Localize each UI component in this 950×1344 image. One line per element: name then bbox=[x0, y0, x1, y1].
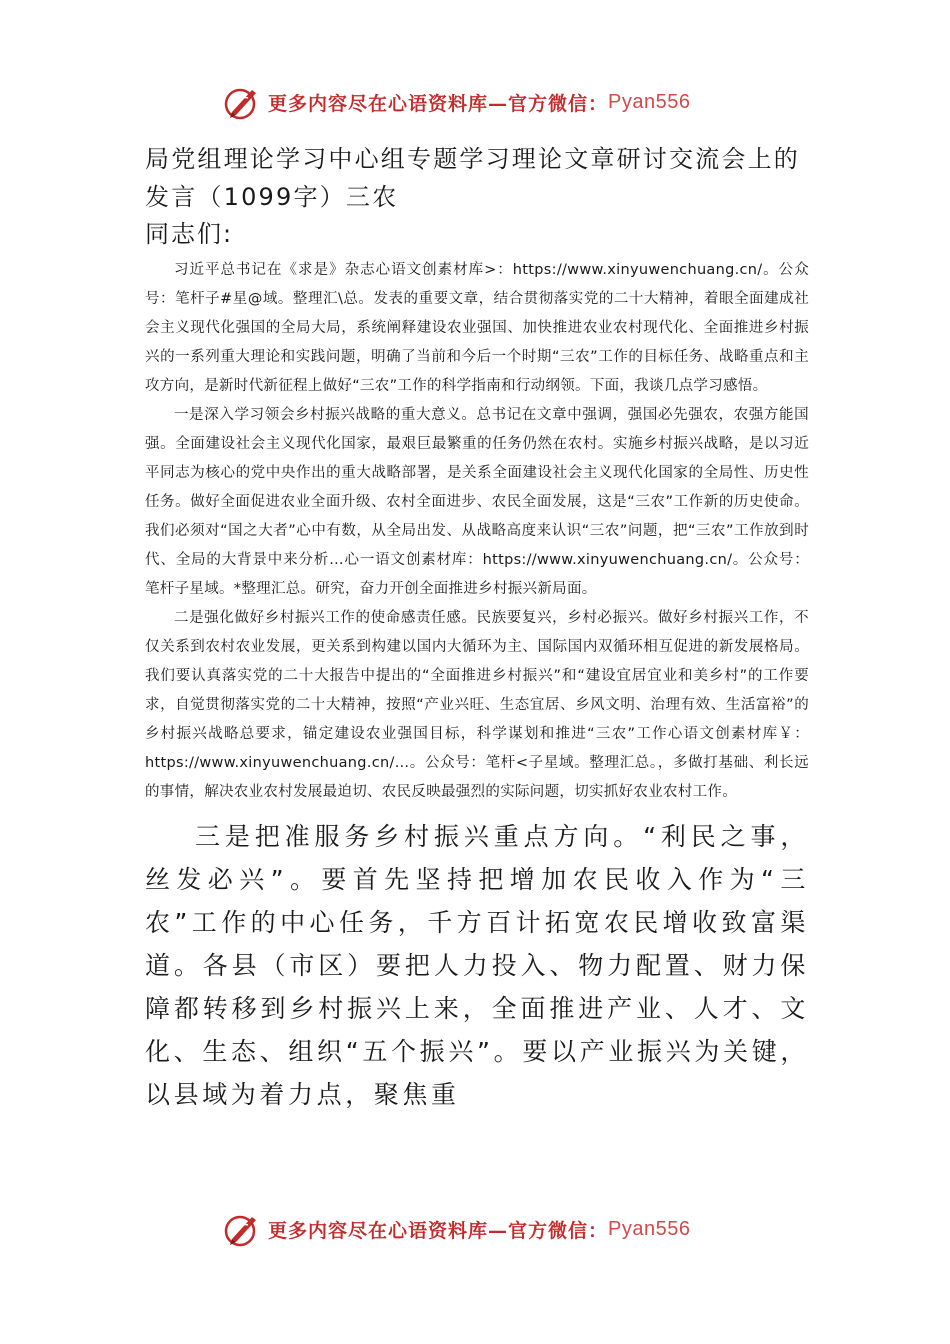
document-title: 局党组理论学习中心组专题学习理论文章研讨交流会上的发言（1099字）三农 bbox=[145, 145, 800, 211]
greeting: 同志们: bbox=[145, 220, 234, 248]
paragraph-point-two: 二是强化做好乡村振兴工作的使命感责任感。民族要复兴，乡村必振兴。做好乡村振兴工作，不仅关系到农村农业发展，更关系到构建以国内大循环为主、国际国内双循环相互促进的新发展格局。我们要认真落实党的二十大报告中提出的“全面推进乡村振兴”和“建设宜居宜业和美乡村”的工作要求，自觉贯彻落实党的二十大精神，按照“产业兴旺、生态宜居、乡风文明、治理有效、生活富裕”的乡村振兴战略总要求，锚定建设农业强国目标，科学谋划和推进“三农”工作心语文创素材库￥：https://www.xinyuwenchuang.cn/…。公众号：笔杆<子星域。整理汇总。，多做打基础、利长远的事情，解决农业农村发展最迫切、农民反映最强烈的实际问题，切实抓好农业农村工作。 bbox=[145, 610, 809, 800]
header-banner-text: 更多内容尽在心语资料库—官方微信： bbox=[268, 92, 609, 115]
footer-banner-text: 更多内容尽在心语资料库—官方微信： bbox=[268, 1219, 609, 1242]
document-body bbox=[145, 140, 809, 1116]
paragraph-point-three: 三是把准服务乡村振兴重点方向。“利民之事，丝发必兴”。要首先坚持把增加农民收入作为“三农”工作的中心任务，千方百计拓宽农民增收致富渠道。各县（市区）要把人力投入、物力配置、财力保障都转移到乡村振兴上来，全面推进产业、人才、文化、生态、组织“五个振兴”。要以产业振兴为关键，以县域为着力点，聚焦重 bbox=[145, 822, 809, 1109]
pen-logo-icon bbox=[222, 1209, 262, 1249]
header-banner-id: Pyan556 bbox=[608, 90, 691, 113]
footer-banner-id: Pyan556 bbox=[608, 1217, 691, 1240]
paragraph-point-one: 一是深入学习领会乡村振兴战略的重大意义。总书记在文章中强调，强国必先强农，农强方能国强。全面建设社会主义现代化国家，最艰巨最繁重的任务仍然在农村。实施乡村振兴战略，是以习近平同志为核心的党中央作出的重大战略部署，是关系全面建设社会主义现代化国家的全局性、历史性任务。做好全面促进农业全面升级、农村全面进步、农民全面发展，这是“三农”工作新的历史使命。我们必须对“国之大者”心中有数，从全局出发、从战略高度来认识“三农”问题，把“三农”工作放到时代、全局的大背景中来分析…心一语文创素材库：https://www.xinyuwenchuang.cn/。公众号：笔杆子星域。*整理汇总。研究，奋力开创全面推进乡村振兴新局面。 bbox=[145, 407, 809, 597]
header-banner bbox=[222, 80, 742, 124]
footer-banner bbox=[222, 1207, 742, 1251]
pen-logo-icon bbox=[222, 82, 262, 122]
paragraph-intro: 习近平总书记在《求是》杂志心语文创素材库>：https://www.xinyuwenchuang.cn/。公众号：笔杆子#星@域。整理汇\总。发表的重要文章，结合贯彻落实党的二十大精神，着眼全面建成社会主义现代化强国的全局大局，系统阐释建设农业强国、加快推进农业农村现代化、全面推进乡村振兴的一系列重大理论和实践问题，明确了当前和今后一个时期“三农”工作的目标任务、战略重点和主攻方向，是新时代新征程上做好“三农”工作的科学指南和行动纲领。下面，我谈几点学习感悟。 bbox=[145, 262, 809, 394]
